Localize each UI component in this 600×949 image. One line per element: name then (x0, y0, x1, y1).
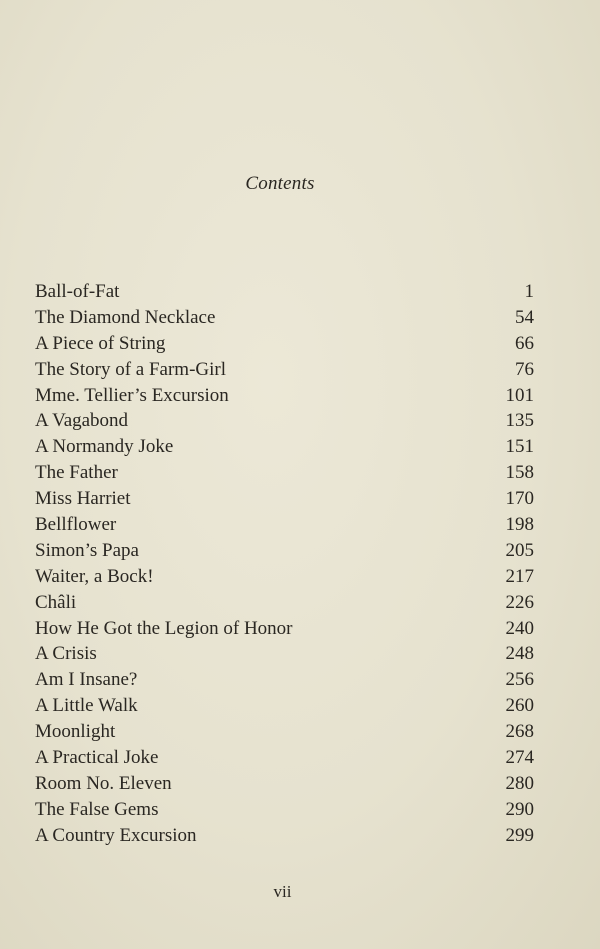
toc-entry (35, 538, 534, 564)
entry-page-number: 76 (515, 358, 534, 380)
entry-page-number: 1 (524, 281, 534, 302)
entry-page-number: 280 (505, 772, 534, 794)
toc-entry (35, 641, 534, 667)
entry-title: Ball-of-Fat (35, 281, 120, 302)
entry-title: Simon’s Papa (35, 539, 139, 561)
toc-entry (35, 745, 534, 771)
toc-entry (35, 693, 534, 719)
entry-title: Am I Insane? (35, 669, 138, 691)
toc-entry (35, 719, 534, 745)
toc-entry (35, 512, 534, 538)
entry-page-number: 268 (505, 721, 534, 743)
toc-entry (35, 486, 534, 512)
entry-page-number: 151 (505, 436, 534, 458)
entry-title: A Crisis (35, 643, 97, 665)
entry-page-number: 260 (505, 695, 534, 717)
entry-title: The Diamond Necklace (35, 306, 216, 328)
entry-title: A Piece of String (35, 332, 166, 354)
toc-entry (35, 797, 534, 823)
entry-page-number: 170 (505, 488, 534, 510)
toc-entry (35, 279, 534, 305)
entry-page-number: 240 (505, 617, 534, 639)
toc-entry (35, 383, 534, 409)
toc-entry (35, 434, 534, 460)
entry-page-number: 54 (515, 306, 534, 328)
entry-page-number: 198 (505, 514, 534, 536)
entry-title: A Normandy Joke (35, 436, 174, 458)
toc-entry (35, 616, 534, 642)
entry-title: Mme. Tellier’s Excursion (35, 384, 229, 406)
page-number: vii (273, 882, 292, 901)
entry-title: A Practical Joke (35, 747, 159, 769)
toc-entry (35, 590, 534, 616)
entry-page-number: 248 (505, 643, 534, 665)
entry-title: The False Gems (35, 798, 159, 820)
entry-page-number: 274 (505, 747, 534, 769)
entry-page-number: 290 (505, 798, 534, 820)
entry-page-number: 226 (505, 591, 534, 613)
toc-entry (35, 823, 534, 849)
entry-title: A Vagabond (35, 410, 129, 432)
toc-entry (35, 771, 534, 797)
entry-title: Waiter, a Bock! (35, 565, 154, 587)
entry-page-number: 101 (505, 384, 534, 406)
entry-page-number: 205 (505, 539, 534, 561)
entry-title: A Country Excursion (35, 824, 197, 846)
entry-page-number: 299 (505, 824, 534, 846)
entry-title: The Story of a Farm-Girl (35, 358, 227, 380)
entry-page-number: 135 (505, 410, 534, 432)
entry-title: Bellflower (35, 514, 117, 536)
entry-title: How He Got the Legion of Honor (35, 617, 293, 639)
toc-entry (35, 564, 534, 590)
entry-page-number: 158 (505, 462, 534, 484)
entry-title: Châli (35, 591, 77, 613)
toc-entry (35, 305, 534, 331)
entry-page-number: 256 (505, 669, 534, 691)
entry-title: Miss Harriet (35, 488, 131, 510)
contents-title: Contents (245, 173, 315, 194)
toc-entry (35, 667, 534, 693)
entry-title: Moonlight (35, 721, 116, 743)
entry-title: Room No. Eleven (35, 772, 172, 794)
toc-entry (35, 460, 534, 486)
table-of-contents (35, 279, 534, 849)
toc-entry (35, 357, 534, 383)
entry-title: The Father (35, 462, 118, 484)
entry-title: A Little Walk (35, 695, 138, 717)
entry-page-number: 66 (515, 332, 534, 354)
toc-entry (35, 408, 534, 434)
entry-page-number: 217 (505, 565, 534, 587)
toc-entry (35, 331, 534, 357)
